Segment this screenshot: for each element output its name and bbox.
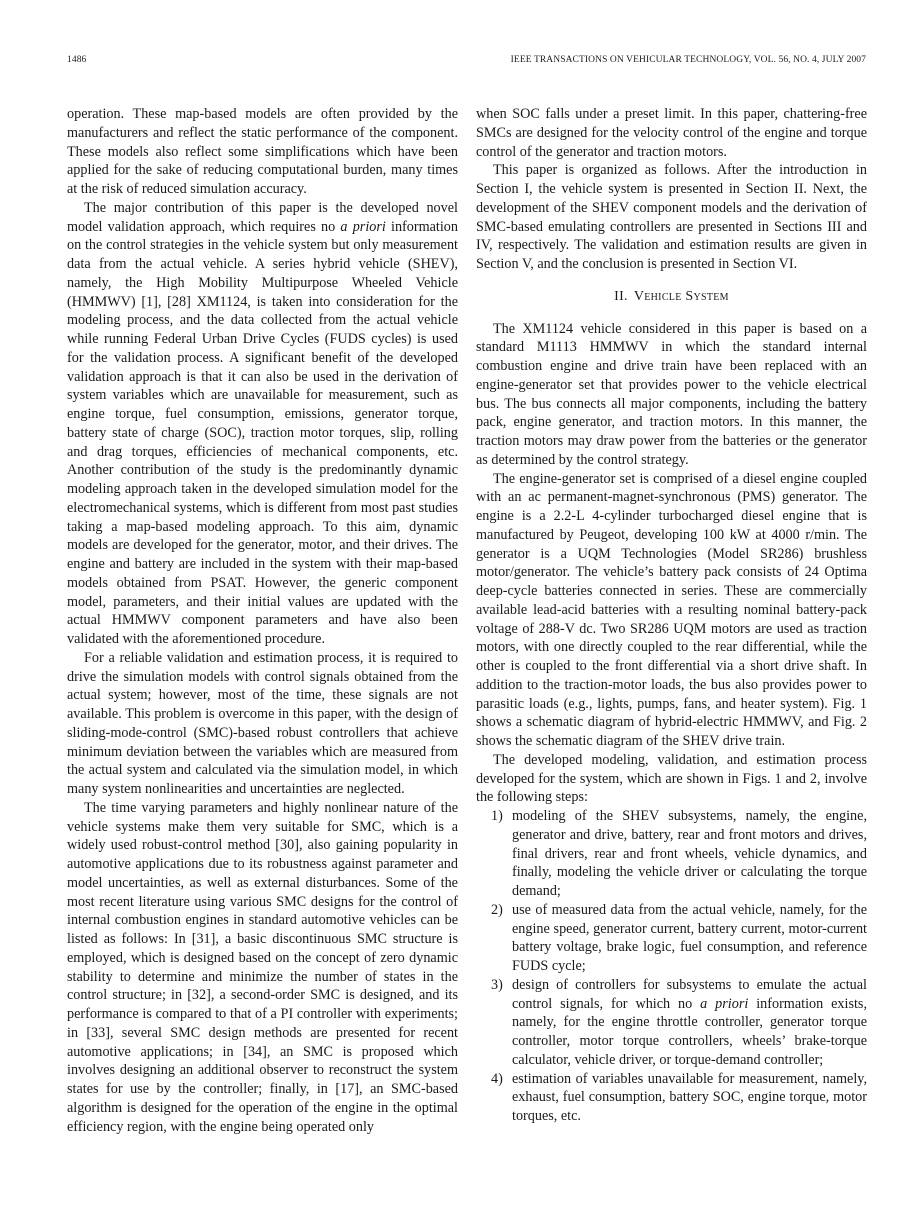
section-title: Vehicle System <box>633 288 729 304</box>
section-heading <box>476 288 867 307</box>
paragraph: The developed modeling, validation, and estimation process developed for the system, which are shown in Figs. 1 and 2, involve the following steps: <box>476 751 867 806</box>
list-marker: 4) <box>491 1070 503 1087</box>
paragraph: when SOC falls under a preset limit. In this paper, chattering-free SMCs are designed for the velocity control of the engine and torque control of the generator and traction motors. <box>476 106 867 160</box>
list-item: 2) use of measured data from the actual vehicle, namely, for the engine speed, generator current, battery current, motor-current battery voltage, brake logic, fuel consumption, and reference FUDS cycle; <box>491 901 867 974</box>
journal-title: IEEE TRANSACTIONS ON VEHICULAR TECHNOLOGY, VOL. 56, NO. 4, JULY 2007 <box>510 55 866 65</box>
list-item: 3) design of controllers for subsystems to emulate the actual control signals, for which no a priori information exists, namely, for the engine throttle controller, generator torque controller, motor torque controllers, wheels’ brake-torque calculator, vehicle driver, or torque-demand controller; <box>491 976 867 1068</box>
paragraph: operation. These map-based models are often provided by the manufacturers and reflect the static performance of the component. These models also reflect some simplifications which have been applied for the sake of reducing computational burden, many times at the risk of reduced simulation accuracy. <box>67 106 458 197</box>
list-marker: 3) <box>491 976 503 993</box>
page-number: 1486 <box>67 55 87 65</box>
list-marker: 2) <box>491 901 503 918</box>
left-column <box>67 105 458 1136</box>
list-item: 1) modeling of the SHEV subsystems, namely, the engine, generator and drive, battery, rear and front motors and drives, final drivers, rear and front wheels, vehicle dynamics, and finally, modeling the vehicle driver or calculating the torque demand; <box>491 808 867 899</box>
paragraph: This paper is organized as follows. After the introduction in Section I, the vehicle system is presented in Section II. Next, the development of the SHEV component models and the derivation of SMC-based emulating controllers are presented in Sections III and IV, respectively. The validation and estimation results are given in Section V, and the conclusion is presented in Section VI. <box>476 162 867 272</box>
list-marker: 1) <box>491 808 503 824</box>
list-item: 4) estimation of variables unavailable for measurement, namely, exhaust, fuel consumption, battery SOC, engine torque, motor torques, etc. <box>491 1070 867 1124</box>
running-header <box>67 55 866 69</box>
paragraph: The engine-generator set is comprised of a diesel engine coupled with an ac permanent-magnet-synchronous (PMS) generator. The engine is a 2.2-L 4-cylinder turbocharged diesel engine that is manufactured by Peugeot, developing 100 kW at 4000 r/min. The generator is a UQM Technologies (Model SR286) brushless motor/generator. The vehicle’s battery pack consists of 24 Optima deep-cycle batteries connected in series. These are commercially available lead-acid batteries with a resulting nominal battery-pack voltage of 288-V dc. Two SR286 UQM motors are used as traction motors, with one directly coupled to the rear differential, while the other is coupled to the front differential via a short drive shaft. In addition to the traction-motor loads, the bus also provides power to parasitic loads (e.g., lights, pumps, fans, and heater system). Fig. 1 shows a schematic diagram of hybrid-electric HMMWV, and Fig. 2 shows the schematic diagram of the SHEV drive train. <box>476 470 867 749</box>
paragraph: The time varying parameters and highly nonlinear nature of the vehicle systems make them very suitable for SMC, which is a widely used robust-control method [30], also gaining popularity in automotive applications due to its robustness against parameter and model uncertainties, as well as external disturbances. Some of the most recent literature using various SMC designs for the control of internal combustion engines in standard automotive vehicles can be listed as follows: In [31], a basic discontinuous SMC structure is employed, which is designed based on the concept of zero dynamic stability to determine and minimize the number of states in the control structure; in [32], a second-order SMC is designed, and its performance is compared to that of a PI controller with experiments; in [33], several SMC design methods are presented for recent automotive applications; in [34], an SMC is proposed which involves designing an additional observer to reconstruct the system states for use by the controller; finally, in [17], an SMC-based algorithm is designed for the operation of the engine in the optimal efficiency region, with the engine being operated only <box>67 799 458 1135</box>
paragraph: For a reliable validation and estimation process, it is required to drive the simulation models with control signals obtained from the actual system; however, most of the time, these signals are not available. This problem is overcome in this paper, with the design of sliding-mode-control (SMC)-based robust controllers that achieve minimum deviation between the variables which are measured from the actual system and calculated via the simulation model, in which many system nonlinearities and uncertainties are neglected. <box>67 649 458 797</box>
right-column <box>476 105 867 1126</box>
section-number: II. <box>614 288 628 304</box>
paragraph: The XM1124 vehicle considered in this paper is based on a standard M1113 HMMWV in which the standard internal combustion engine and drive train have been replaced with an engine-generator set that provides power to the vehicle electrical bus. The bus connects all major components, including the battery pack, engine generator, and traction motors. In this manner, the traction motors may draw power from the batteries or the generator as determined by the control strategy. <box>476 320 867 468</box>
steps-list <box>476 807 867 1126</box>
paragraph: The major contribution of this paper is the developed novel model validation approach, which requires no a priori information on the control strategies in the vehicle system but only measurement data from the actual vehicle. A series hybrid vehicle (SHEV), namely, the High Mobility Multipurpose Wheeled Vehicle (HMMWV) [1], [28] XM1124, is taken into consideration for the modeling process, and the data collected from the actual vehicle while running Federal Urban Drive Cycles (FUDS cycles) is used for the validation process. A significant benefit of the developed validation approach is that it can also be used in the derivation of system variables which are unavailable for measurement, such as engine torque, fuel consumption, emissions, generator torque, battery state of charge (SOC), traction motor torques, slip, rolling and drag torques, efficiencies of mechanical components, etc. Another contribution of the study is the predominantly dynamic modeling approach taken in the developed simulation model for the electromechanical systems, which is different from most past studies taking a map-based modeling approach. To this aim, dynamic models are developed for the generator, motor, and their drives. The engine and battery are included in the system with their map-based models obtained from PSAT. However, the generic component model, parameters, and their initial values are updated with the actual HMMWV component parameters and have also been validated with the aforementioned procedure. <box>67 199 458 647</box>
